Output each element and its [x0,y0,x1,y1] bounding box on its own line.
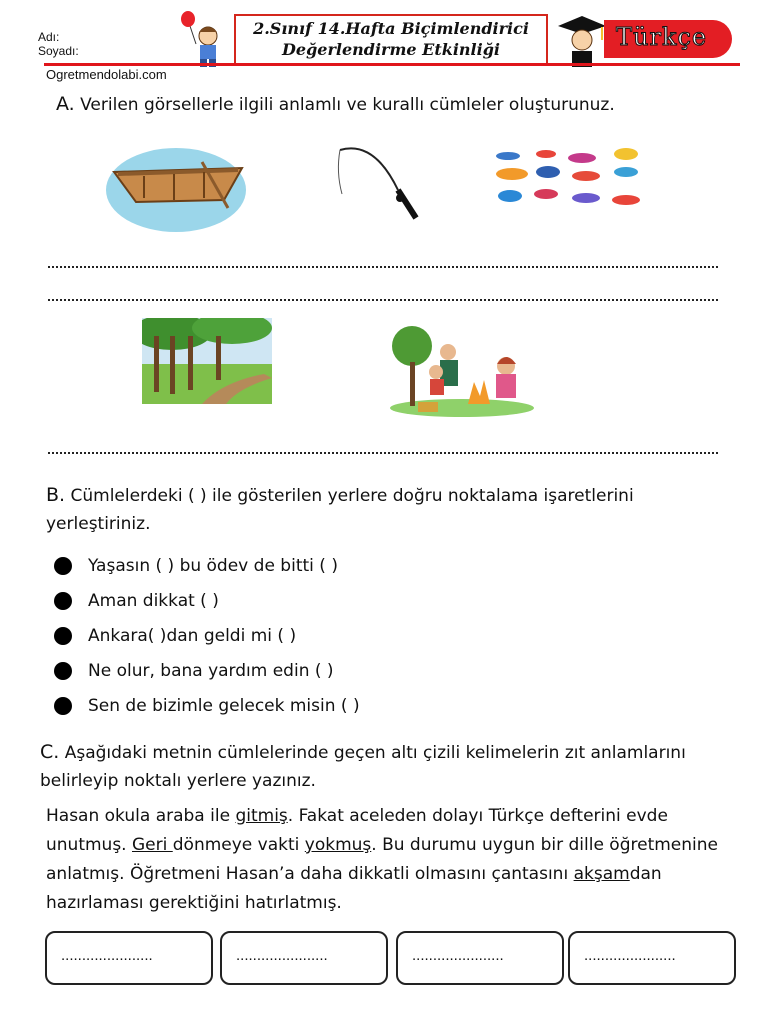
bullet-icon [54,592,72,610]
title-line-2: Değerlendirme Etkinliği [282,40,500,59]
subject-banner [604,20,732,58]
forest-path-image [142,318,272,404]
section-b-instruction-1: Cümlelerdeki ( ) ile gösterilen yerlere doğru noktalama işaretlerini [70,486,634,506]
answer-placeholder: ...................... [61,947,153,964]
paragraph-text: dönmeye vakti [172,835,305,855]
paragraph-text: Hasan okula araba ile [46,806,236,826]
header-divider [44,63,740,66]
section-c-heading [40,738,740,795]
bullet-icon [54,557,72,575]
answer-box-4[interactable] [568,931,736,985]
list-item [54,661,334,681]
family-campfire-image [386,324,536,418]
underlined-word-gitmis: gitmiş [235,806,288,826]
answer-line-2[interactable] [48,299,718,301]
answer-placeholder: ...................... [412,947,504,964]
answer-line-1[interactable] [48,266,718,268]
graduate-girl-icon [556,14,608,68]
punctuation-item-1: Yaşasın ( ) bu ödev de bitti ( ) [88,556,338,576]
section-b-heading [46,481,736,538]
list-item [54,626,296,646]
punctuation-item-5: Sen de bizimle gelecek misin ( ) [88,696,360,716]
paragraph-text: dan [629,864,662,884]
bullet-icon [54,662,72,680]
answer-box-2[interactable] [220,931,388,985]
section-a-letter: A. [56,93,75,115]
fishing-rod-image [334,142,424,224]
punctuation-item-4: Ne olur, bana yardım edin ( ) [88,661,334,681]
story-paragraph [46,802,736,918]
subject-label: Türkçe [616,23,708,51]
student-info [38,30,79,58]
section-b-letter: B. [46,484,66,506]
answer-box-1[interactable] [45,931,213,985]
list-item [54,696,360,716]
punctuation-item-3: Ankara( )dan geldi mi ( ) [88,626,297,646]
list-item [54,591,219,611]
surname-label: Soyadı: [38,44,79,58]
paragraph-text: anlatmış. Öğretmeni Hasan’a daha dikkatli olmasını çantasını [46,864,574,884]
punctuation-item-2: Aman dikkat ( ) [88,591,219,611]
section-c-instruction-2: belirleyip noktalı yerlere yazınız. [40,771,316,791]
section-c-instruction-1: Aşağıdaki metnin cümlelerinde geçen altı çizili kelimelerin zıt anlamlarını [64,743,686,763]
underlined-word-yokmus: yokmuş [304,835,372,855]
section-b-instruction-2: yerleştiriniz. [46,514,151,534]
bullet-icon [54,697,72,715]
section-a-instruction: Verilen görsellerle ilgili anlamlı ve kurallı cümleler oluşturunuz. [80,95,615,115]
list-item [54,556,338,576]
boy-with-balloon-icon [176,10,232,68]
paragraph-text: unutmuş. [46,835,132,855]
section-a-heading [56,90,615,119]
paragraph-text: . Fakat aceleden dolayı Türkçe defterini evde [287,806,668,826]
answer-placeholder: ...................... [584,947,676,964]
website-label: Ogretmendolabi.com [46,67,167,82]
underlined-word-geri: Geri [132,835,173,855]
boat-image [104,132,250,232]
fish-image [490,146,646,210]
answer-placeholder: ...................... [236,947,328,964]
underlined-word-aksam: akşam [573,864,630,884]
paragraph-text: . Bu durumu uygun bir dille öğretmenine [371,835,718,855]
answer-box-3[interactable] [396,931,564,985]
worksheet-title-box [234,14,548,66]
paragraph-text: hazırlaması gerektiğini hatırlatmış. [46,893,342,913]
title-line-1: 2.Sınıf 14.Hafta Biçimlendirici [253,19,529,38]
name-label: Adı: [38,30,60,44]
section-c-letter: C. [40,741,60,763]
bullet-icon [54,627,72,645]
answer-line-3[interactable] [48,452,718,454]
